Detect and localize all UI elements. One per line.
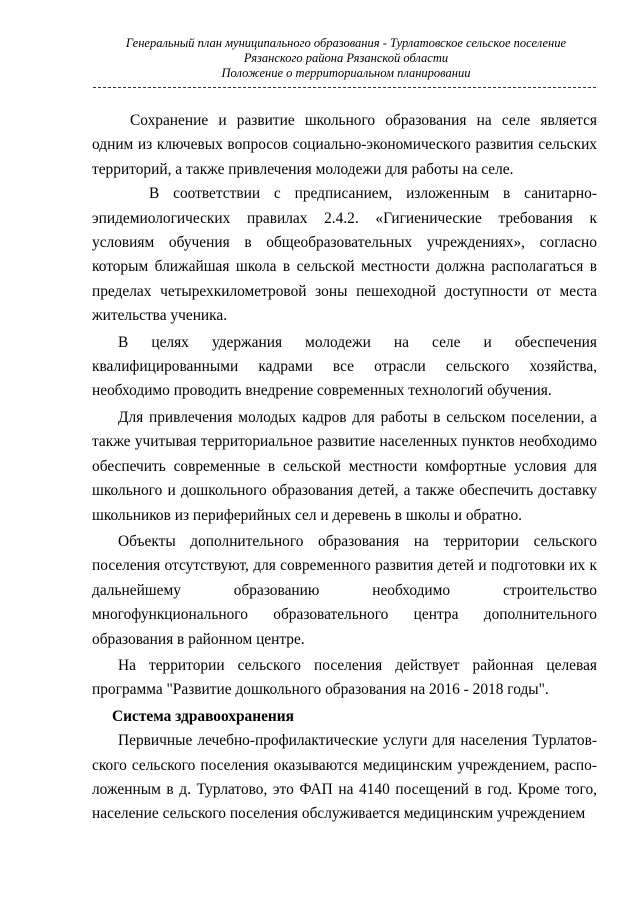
header-divider <box>93 87 596 88</box>
paragraph-target-program: На территории сельского поселения действует районная целевая программа "Развитие дошкольного образования на 2016 - 2018 годы". <box>92 656 597 699</box>
page-header <box>96 36 596 81</box>
paragraph-primary-healthcare: Первичные лечебно-профилактические услуги для населения Турлатовского сельского поселения оказываются медицинским учреждением, расположенным в д. Турлатово, это ФАП на 4140 посещений в год. Кроме того, население сельского поселения обслуживается медицинским учреждением <box>92 732 597 823</box>
header-line-3: Положение о территориальном планировании <box>221 66 471 80</box>
paragraph-school-education: Сохранение и развитие школьного образования на селе является одним из ключевых вопросов социально-экономического развития сельских территорий, а также привлечения молодежи для работы на селе. <box>92 112 597 178</box>
paragraph-sanitary-rules: В соответствии с предписанием, изложенным в санитарно-эпидемиологических правилах 2.4.2. «Гигиенические требования к условиям обучения в общеобразовательных учреждениях», согласно которым ближайшая школа в сельской местности должна располагаться в пределах четырехкилометровой зоны пешеходной доступности от места жительства ученика. <box>92 185 597 325</box>
paragraph-youth-retention: В целях удержания молодежи на селе и обеспечения квалифицированными кадрами все отрасли сельского хозяйства, необходимо проводить внедрение современных технологий обучения. <box>92 333 597 400</box>
section-heading-healthcare: Система здравоохранения <box>112 707 294 725</box>
paragraph-additional-education: Объекты дополнительного образования на территории сельского поселения отсутствуют, для современного развития детей и подготовки их к дальнейшему образованию необходимо строительство многофункционального образовательного центра дополнительного образования в районном центре. <box>92 532 597 648</box>
document-body <box>92 109 597 827</box>
paragraph-young-personnel: Для привлечения молодых кадров для работы в сельском поселении, а также учитывая территориальное развитие населенных пунктов необходимо обеспечить современные в сельской местности комфортные условия для школьного и дошкольного образования детей, а также обеспечить доставку школьников из периферийных сел и деревень в школы и обратно. <box>92 408 597 524</box>
header-line-2: Рязанского района Рязанской области <box>243 51 449 65</box>
header-line-1: Генеральный план муниципального образования - Турлатовское сельское поселение <box>125 36 567 50</box>
